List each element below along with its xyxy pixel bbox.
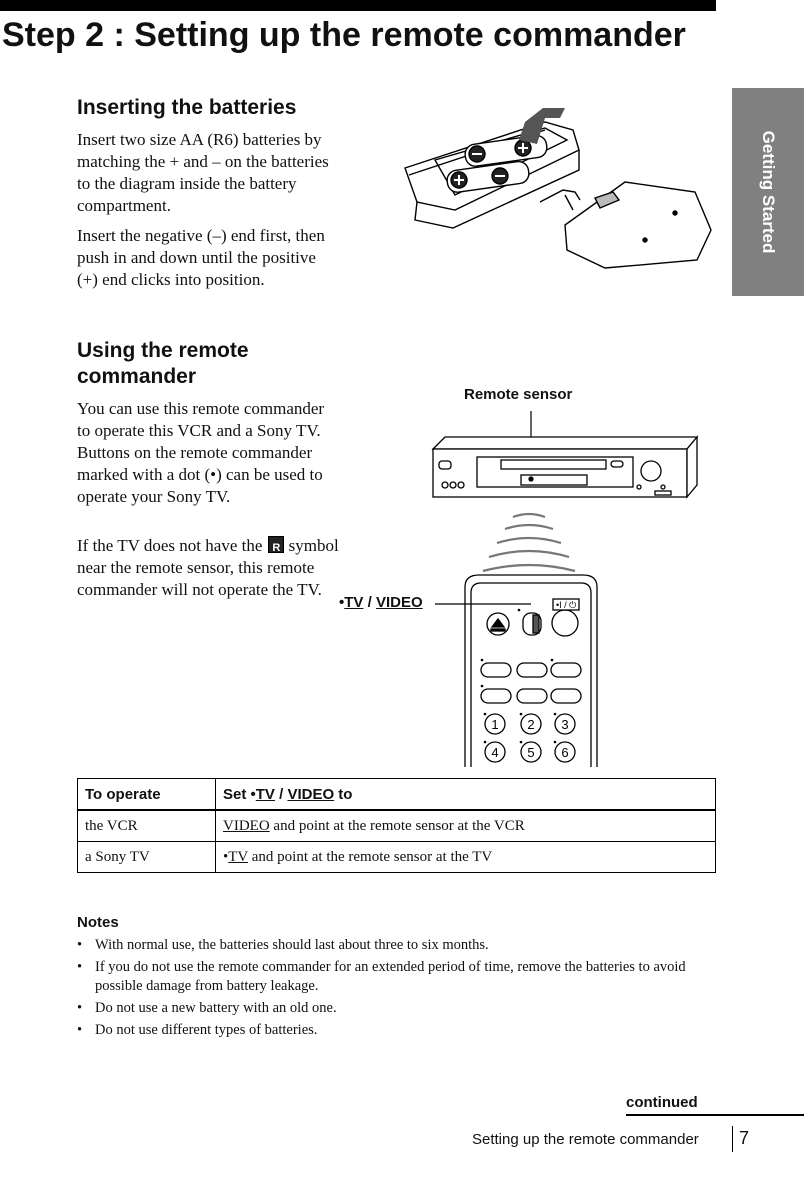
list-item: • With normal use, the batteries should last about three to six months. <box>77 936 727 955</box>
table-header-row <box>78 779 716 811</box>
table-cell: VIDEO and point at the remote sensor at the VCR <box>216 810 716 842</box>
battery-insertion-illustration <box>395 100 720 275</box>
list-item: • If you do not use the remote commander for an extended period of time, remove the batteries to avoid possible damage from battery leakage. <box>77 958 727 996</box>
page-number: 7 <box>739 1128 750 1148</box>
side-tab-label: Getting Started <box>759 130 778 254</box>
remote-para-1: You can use this remote commander to operate this VCR and a Sony TV. Buttons on the remote commander marked with a dot (•) can be used to operate your Sony TV. <box>77 399 325 506</box>
table-header-cell: To operate <box>78 779 216 811</box>
ir-signal-waves <box>477 514 581 585</box>
vcr-remote-illustration <box>425 405 725 770</box>
vcr-unit <box>433 437 697 497</box>
table-cell: •TV and point at the remote sensor at the TV <box>216 842 716 873</box>
keypad-label: 6 <box>561 745 569 760</box>
batteries-para-1: Insert two size AA (R6) batteries by matching the + and – on the batteries to the diagram inside the battery compartment. <box>77 130 329 215</box>
side-tab <box>732 88 804 296</box>
remote-sensor-symbol-icon <box>268 536 284 553</box>
page-title: Step 2 : Setting up the remote commander <box>2 16 686 54</box>
remote-para-2: If the TV does not have theR symbol near the remote sensor, this remote commander will not operate the TV. <box>77 535 339 601</box>
table-cell: the VCR <box>78 810 216 842</box>
notes-list <box>77 936 727 1043</box>
keypad-label: 4 <box>491 745 499 760</box>
continued-rule <box>626 1114 804 1116</box>
footer-divider <box>732 1126 733 1152</box>
keypad-label: 5 <box>527 745 535 760</box>
table-row <box>78 810 716 842</box>
tv-video-switch-label: •TV / VIDEO <box>339 594 423 611</box>
remote-sensor-label: Remote sensor <box>464 386 573 403</box>
remote-heading: Using the remote commander <box>77 339 249 388</box>
table-header-cell: Set •TV / VIDEO to <box>216 779 716 811</box>
keypad-label: 3 <box>561 717 569 732</box>
continued-label: continued <box>626 1094 698 1111</box>
batteries-heading: Inserting the batteries <box>77 96 297 119</box>
batteries-para-2: Insert the negative (–) end first, then push in and down until the positive (+) end clicks into position. <box>77 226 325 289</box>
power-label: •I / ⏻ <box>556 600 577 610</box>
list-item: • Do not use different types of batteries. <box>77 1021 727 1040</box>
table-cell: a Sony TV <box>78 842 216 873</box>
footer-section-title: Setting up the remote commander <box>472 1131 699 1148</box>
keypad-label: 2 <box>527 717 535 732</box>
notes-heading: Notes <box>77 914 119 931</box>
battery-cover <box>565 182 711 268</box>
operation-table <box>77 778 716 873</box>
remote-commander <box>435 575 597 767</box>
table-row <box>78 842 716 873</box>
list-item: • Do not use a new battery with an old one. <box>77 999 727 1018</box>
keypad-label: 1 <box>491 717 499 732</box>
power-button <box>552 610 578 636</box>
title-bar-rule <box>0 0 716 11</box>
